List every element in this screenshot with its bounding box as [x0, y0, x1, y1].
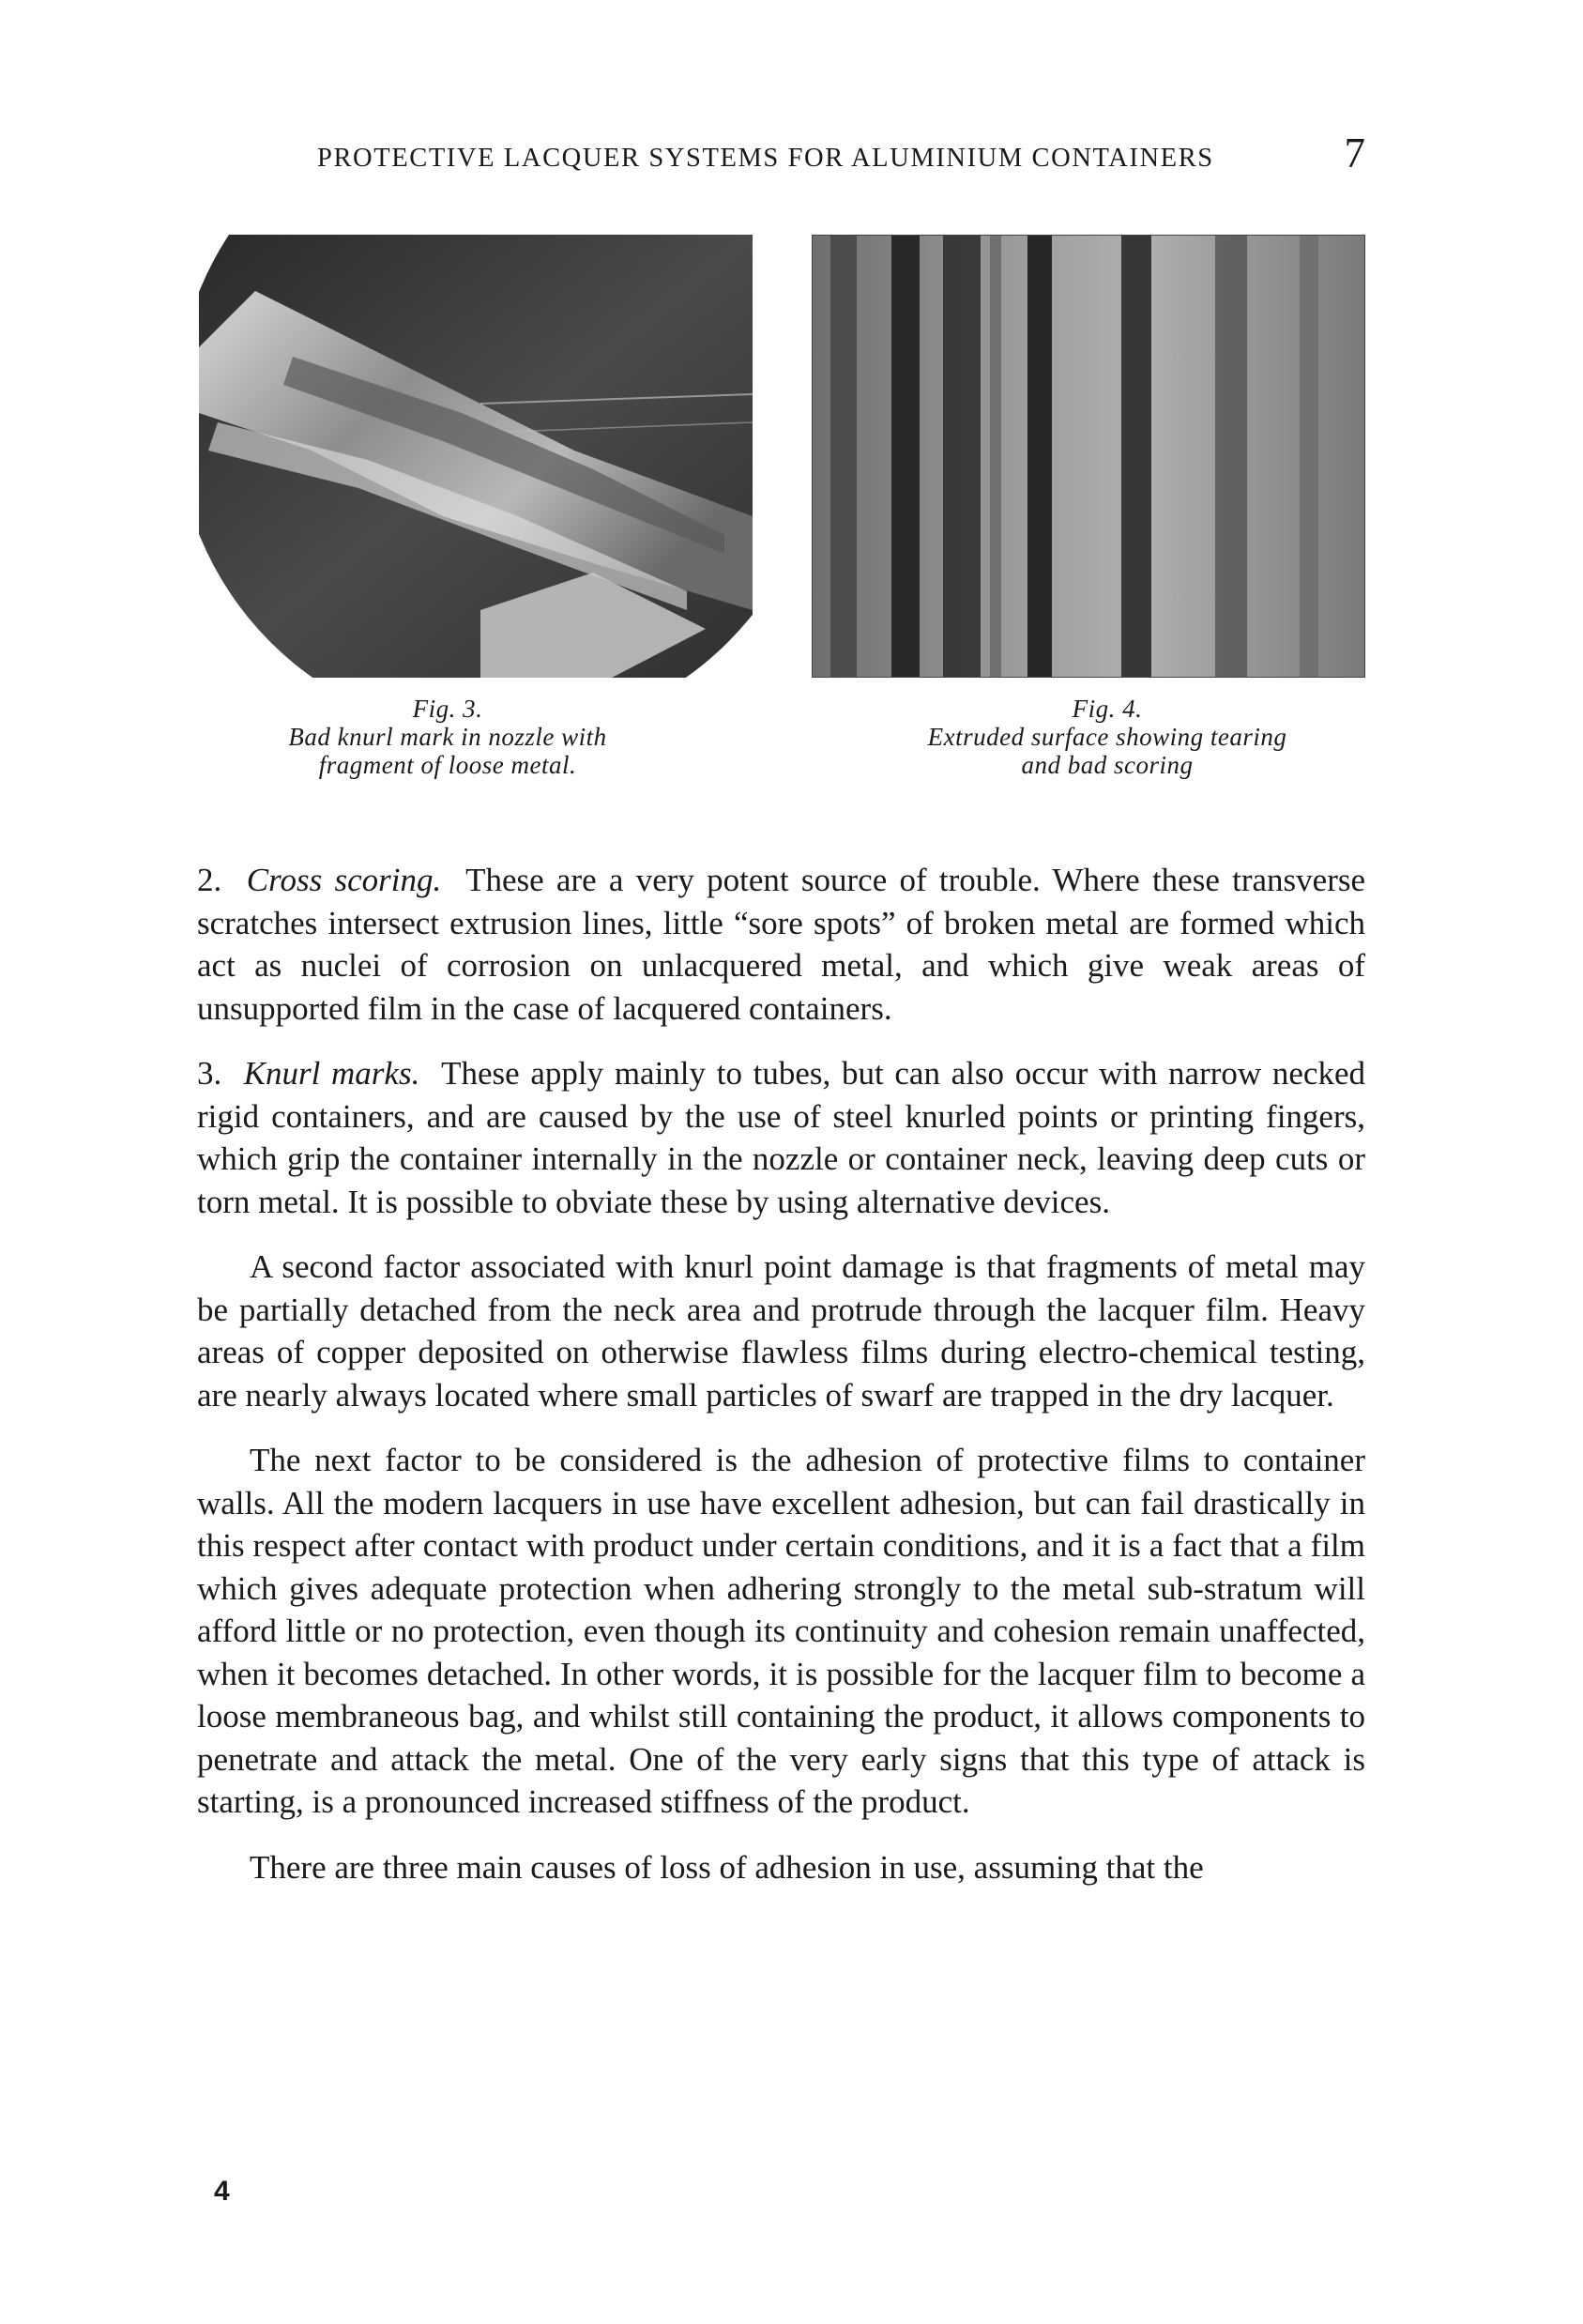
figure-3: [199, 235, 753, 779]
paragraph-text: These are a very potent source of trouble. Where these transverse scratches intersect extrusion lines, little “sore spots” of broken metal are formed which act as nuclei of corrosion on unlacquered metal, and which give weak areas of unsupported film in the case of lacquered containers.: [197, 862, 1365, 1027]
page-number: 7: [1344, 130, 1365, 176]
figure-4: [812, 235, 1365, 779]
paragraph: There are three main causes of loss of adhesion in use, assuming that the: [250, 1848, 1204, 1886]
running-title: PROTECTIVE LACQUER SYSTEMS FOR ALUMINIUM CONTAINERS: [317, 144, 1214, 173]
item-heading: Cross scoring.: [246, 862, 442, 898]
figure-4-caption-line-1: Extruded surface showing tearing: [927, 723, 1287, 751]
paragraph: A second factor associated with knurl point damage is that fragments of metal may be partially detached from the neck area and protrude through the lacquer film. Heavy areas of copper deposited on otherwise flawless films during electro-chemical testing, are nearly always located where small particles of swarf are trapped in the dry lacquer.: [197, 1248, 1365, 1414]
figure-4-photo: [812, 235, 1365, 678]
item-number: 2.: [197, 862, 222, 898]
signature-mark: 4: [214, 2176, 230, 2207]
body-text: [197, 859, 1365, 1911]
figure-4-caption-line-2: and bad scoring: [1021, 751, 1194, 779]
paragraph-text: These apply mainly to tubes, but can also occur with narrow necked rigid containers, and are caused by the use of steel knurled points or printing fingers, which grip the container internally in the nozzle or container neck, leaving deep cuts or torn metal. It is possible to obviate these by using alternative devices.: [197, 1055, 1365, 1220]
paragraph-knurl-marks: [197, 1052, 1365, 1223]
paragraph: The next factor to be considered is the adhesion of protective films to container walls. All the modern lacquers in use have excellent adhesion, but can fail drastically in this respect after contact with product under certain conditions, and it is a fact that a film which gives adequate protection when adhering strongly to the metal sub-stratum will afford little or no protection, even though its continuity and cohesion remain unaffected, when it becomes detached. In other words, it is possible for the lacquer film to become a loose membraneous bag, and whilst still containing the product, it allows components to penetrate and attack the metal. One of the very early signs that this type of attack is starting, is a pronounced increased stiffness of the product.: [197, 1442, 1365, 1820]
item-heading: Knurl marks.: [243, 1055, 420, 1092]
figure-3-label: Fig. 3.: [412, 695, 483, 723]
figure-3-photo: [199, 235, 753, 678]
figure-4-caption: [812, 695, 1365, 779]
figure-3-caption-line-2: fragment of loose metal.: [318, 751, 577, 779]
paragraph-cross-scoring: [197, 859, 1365, 1030]
figure-4-label: Fig. 4.: [1072, 695, 1143, 723]
running-header: [197, 130, 1365, 183]
item-number: 3.: [197, 1055, 222, 1092]
figure-3-caption-line-1: Bad knurl mark in nozzle with: [288, 723, 607, 751]
figure-3-caption: [199, 695, 753, 779]
